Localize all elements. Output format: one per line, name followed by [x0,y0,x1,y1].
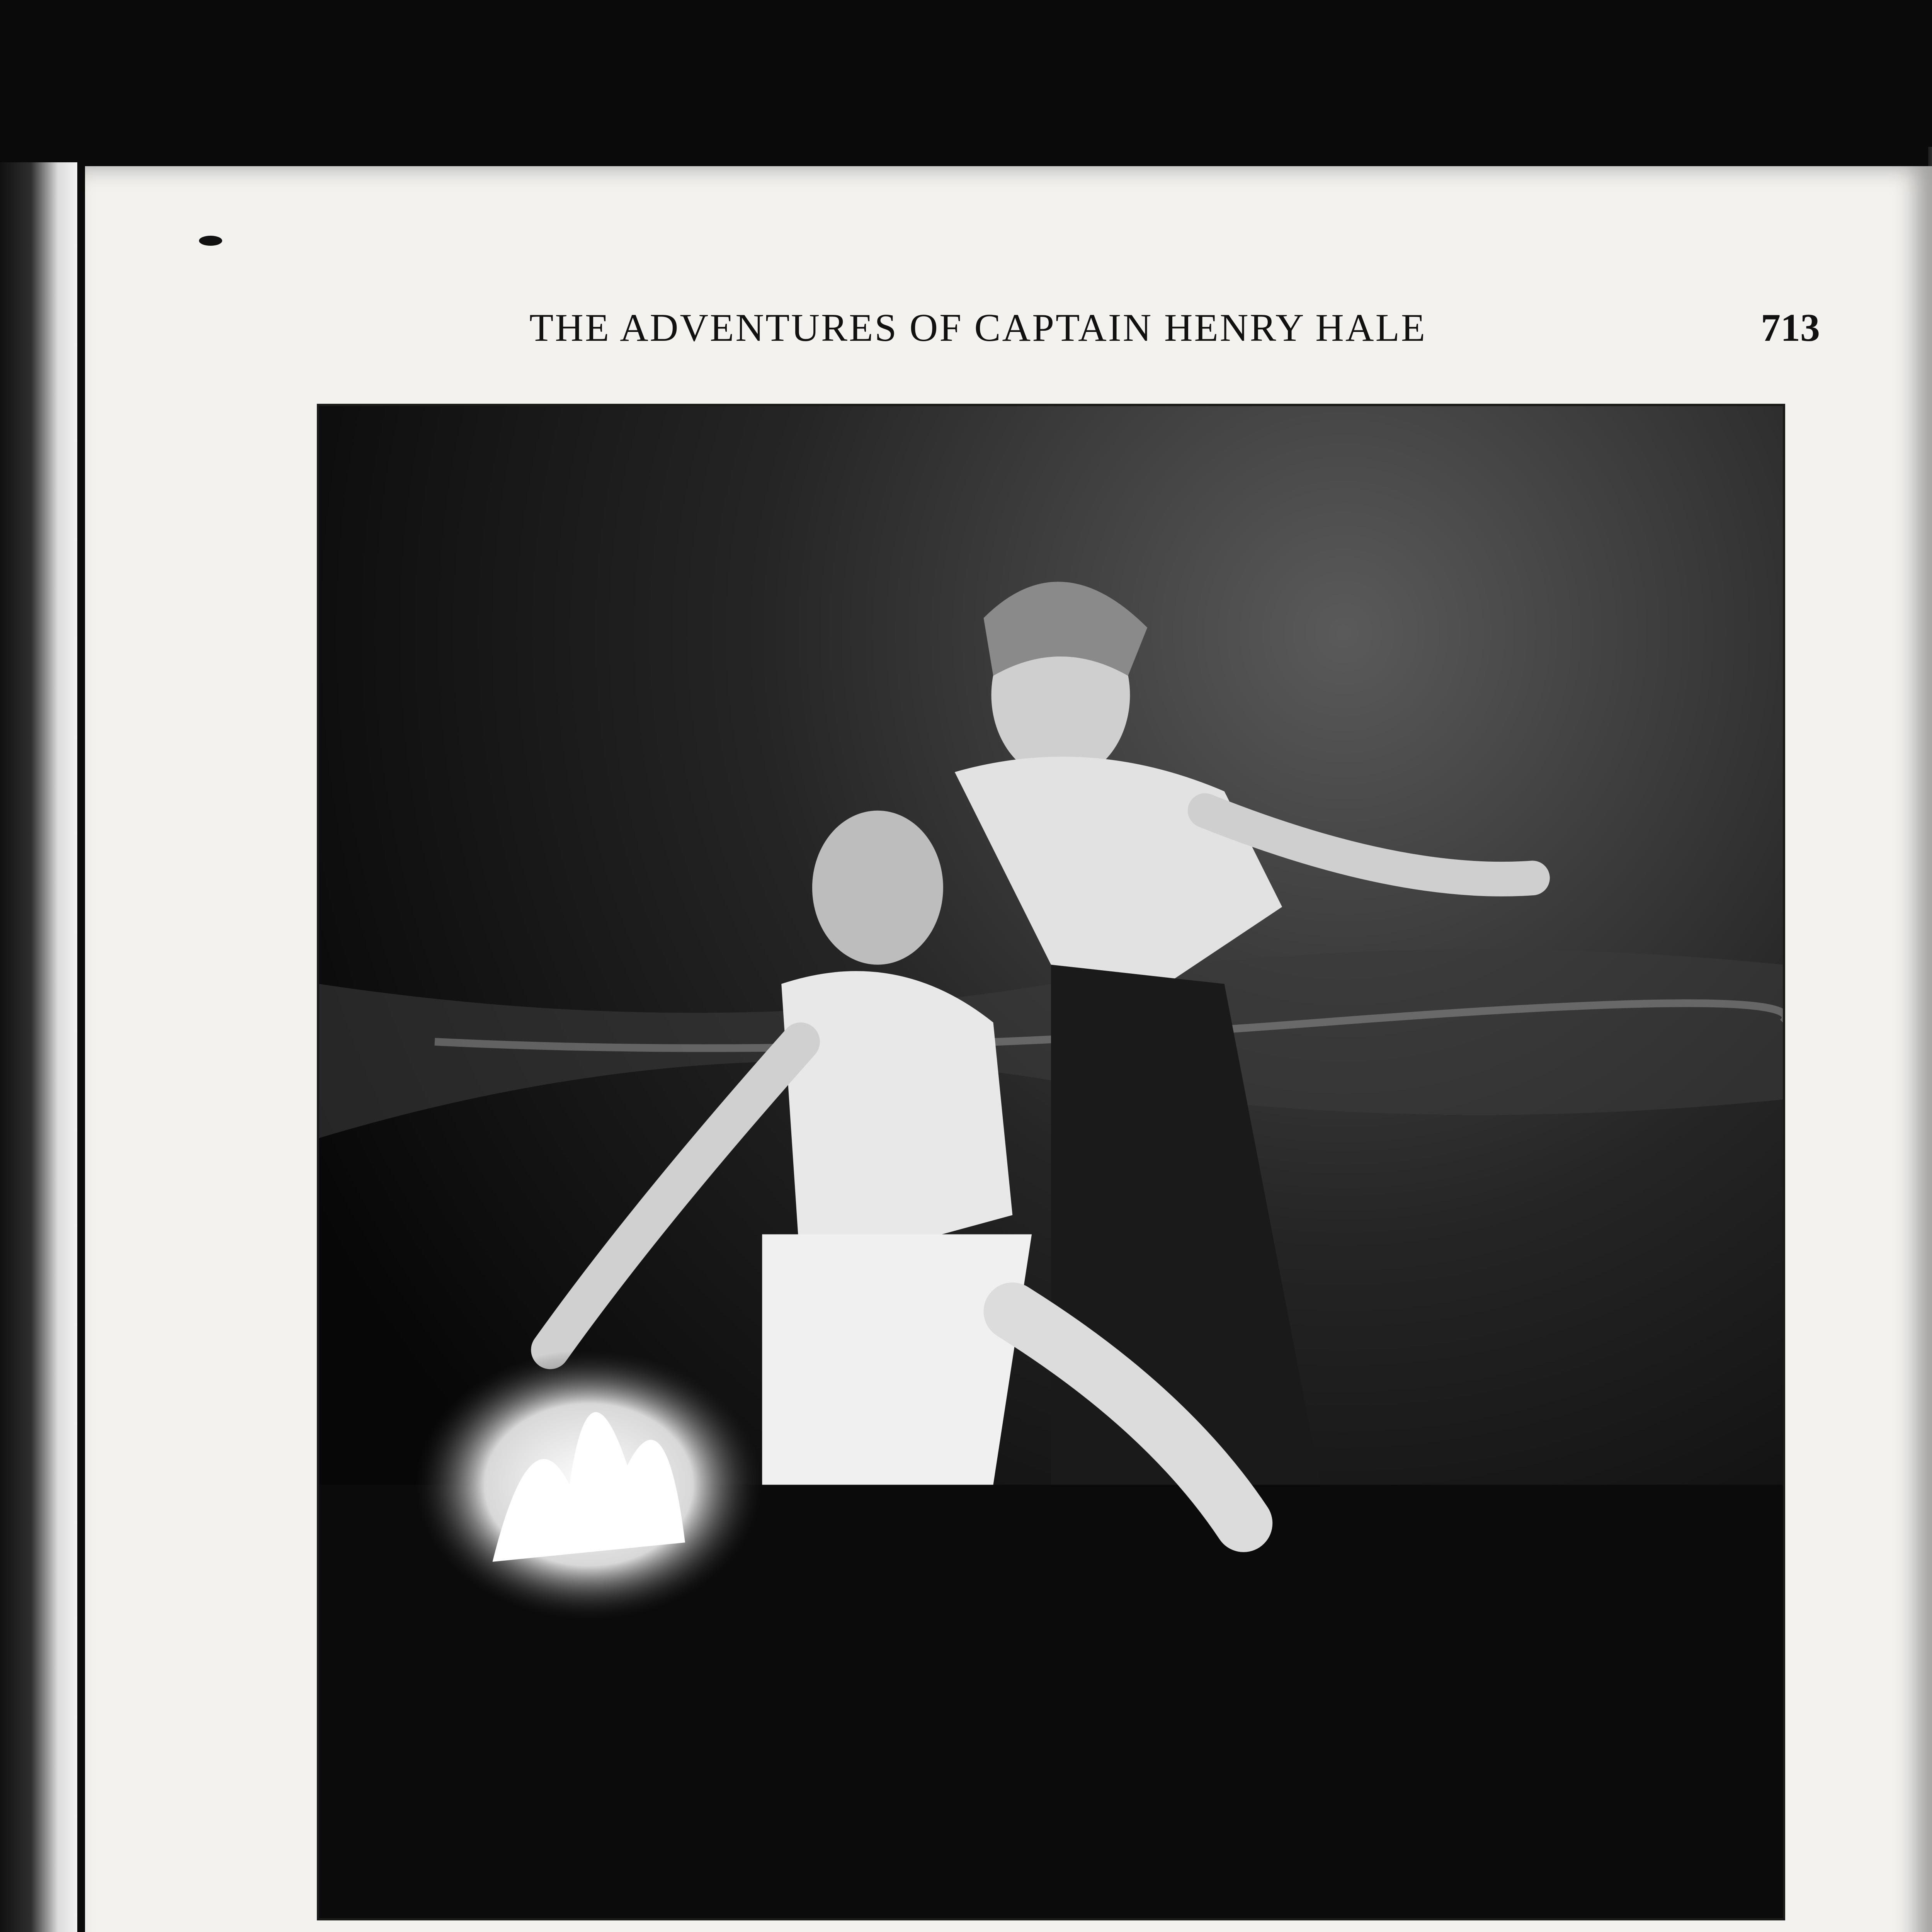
illustration-photo [317,404,1785,1920]
running-title: THE ADVENTURES OF CAPTAIN HENRY HALE [529,306,1427,350]
book-gutter-left [0,162,77,1932]
ink-spot [199,236,222,246]
illustration-drawing [319,406,1783,1918]
page-number: 713 [1761,306,1820,350]
